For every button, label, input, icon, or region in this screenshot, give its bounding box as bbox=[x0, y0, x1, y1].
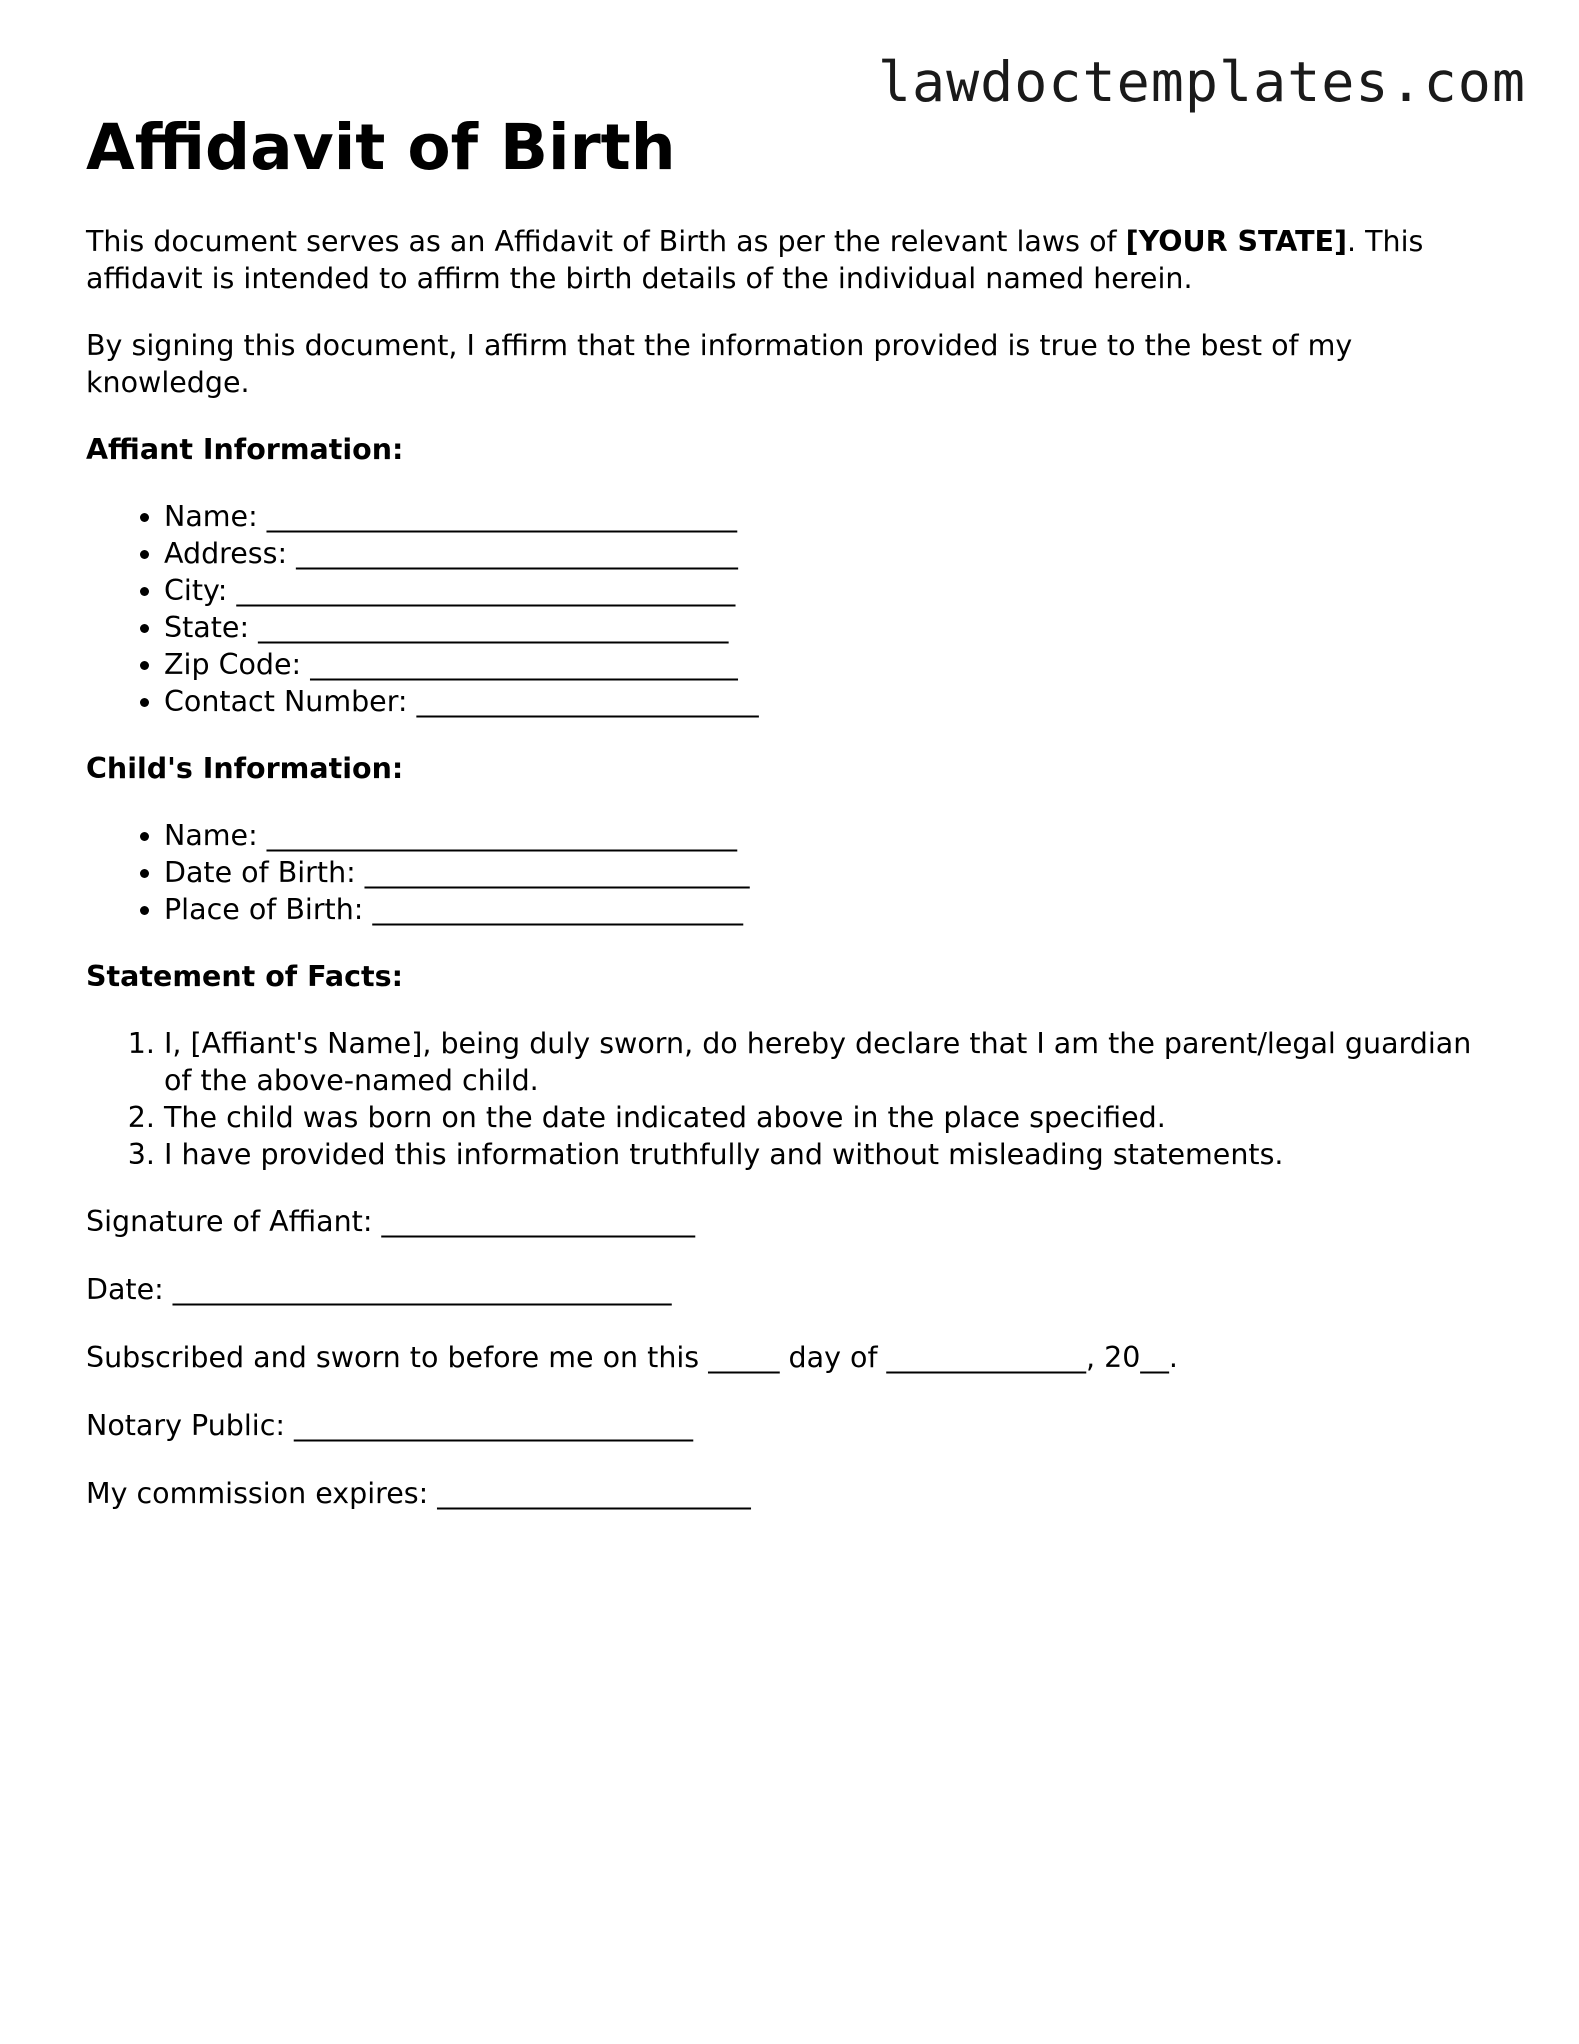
notary-line: Notary Public: ____________________________ bbox=[86, 1409, 694, 1442]
document-title: Affidavit of Birth bbox=[86, 111, 676, 184]
affiant-contact-field: • Contact Number: ________________________ bbox=[164, 683, 1486, 720]
fact-item: 3. I have provided this information truthfully and without misleading statements. bbox=[164, 1136, 1486, 1173]
intro-paragraph bbox=[86, 223, 1486, 297]
child-pob-field: • Place of Birth: __________________________ bbox=[164, 891, 1486, 928]
child-dob-field: • Date of Birth: ___________________________ bbox=[164, 854, 1486, 891]
affiant-state-field: • State: _________________________________ bbox=[164, 609, 1486, 646]
affirmation-paragraph: By signing this document, I affirm that the information provided is true to the best of my knowledge. bbox=[86, 329, 1353, 399]
fact-item: 2. The child was born on the date indicated above in the place specified. bbox=[164, 1099, 1486, 1136]
facts-list bbox=[86, 1025, 1486, 1173]
commission-line: My commission expires: ______________________ bbox=[86, 1477, 751, 1510]
facts-heading: Statement of Facts: bbox=[86, 960, 404, 993]
affiant-field-list bbox=[86, 498, 1486, 720]
affiant-name-field: • Name: _________________________________ bbox=[164, 498, 1486, 535]
affiant-zip-field: • Zip Code: ______________________________ bbox=[164, 646, 1486, 683]
fact-item: 1. I, [Affiant's Name], being duly sworn, do hereby declare that I am the parent/legal guardian of the above-named child. bbox=[164, 1025, 1486, 1099]
document-body bbox=[86, 108, 1486, 1543]
affiant-city-field: • City: ___________________________________ bbox=[164, 572, 1486, 609]
watermark-site-name: lawdoctemplates.com bbox=[877, 50, 1526, 114]
sworn-line: Subscribed and sworn to before me on this _____ day of ______________, 20__. bbox=[86, 1341, 1178, 1374]
child-heading: Child's Information: bbox=[86, 752, 404, 785]
affiant-heading: Affiant Information: bbox=[86, 433, 404, 466]
child-name-field: • Name: _________________________________ bbox=[164, 817, 1486, 854]
child-field-list bbox=[86, 817, 1486, 928]
affiant-address-field: • Address: _______________________________ bbox=[164, 535, 1486, 572]
signature-line: Signature of Affiant: ______________________ bbox=[86, 1205, 695, 1238]
intro-text-before: This document serves as an Affidavit of Birth as per the relevant laws of bbox=[86, 225, 1126, 258]
state-placeholder: [YOUR STATE] bbox=[1125, 225, 1348, 258]
date-line: Date: ___________________________________ bbox=[86, 1273, 672, 1306]
intro-text-after: . This affidavit is intended to affirm the birth details of the individual named herein. bbox=[86, 225, 1424, 295]
